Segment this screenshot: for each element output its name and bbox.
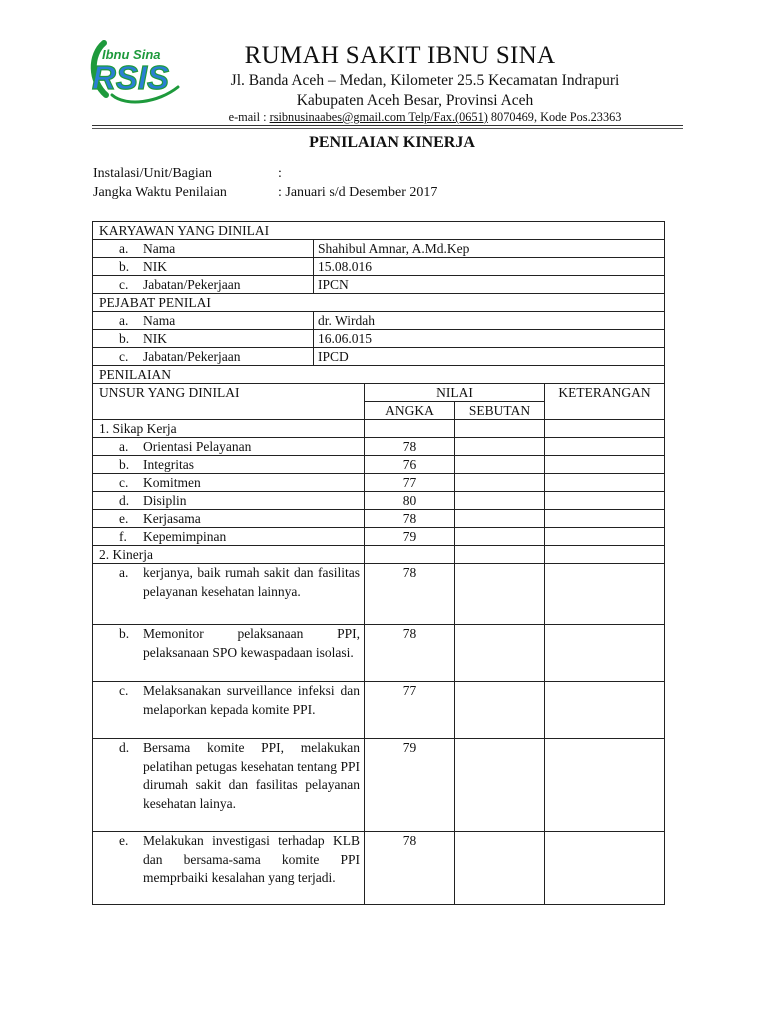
item-score: 77 (365, 474, 455, 492)
column-header-nilai: NILAI (365, 384, 545, 402)
evaluator-nik-label: b. NIK (93, 330, 314, 348)
address-line-1: Jl. Banda Aceh – Medan, Kilometer 25.5 Kecamatan Indrapuri (230, 72, 620, 89)
table-row (93, 420, 665, 438)
hospital-logo (86, 37, 188, 107)
logo-main-text: RSIS (92, 59, 170, 96)
table-row (93, 492, 665, 510)
header-divider-thin (92, 128, 683, 129)
table-row (93, 438, 665, 456)
item-label: c. Komitmen (93, 474, 365, 492)
header-divider-thick (92, 125, 683, 126)
item-score: 78 (365, 564, 455, 625)
meta-period-value: : Januari s/d Desember 2017 (278, 185, 438, 200)
meta-period-label: Jangka Waktu Penilaian (93, 185, 227, 200)
employee-position-value: IPCN (314, 276, 665, 294)
table-row (93, 739, 665, 832)
item-description: b. Memonitor pelaksanaan PPI, pelaksanaan SPO kewaspadaan isolasi. (93, 625, 365, 682)
table-header-row (93, 384, 665, 402)
table-row (93, 348, 665, 366)
item-label: e. Kerjasama (93, 510, 365, 528)
item-label: b. Integritas (93, 456, 365, 474)
column-header-angka: ANGKA (365, 402, 455, 420)
item-score: 79 (365, 739, 455, 832)
meta-period (93, 184, 437, 202)
meta-unit (93, 165, 282, 183)
employee-name-label: a. Nama (93, 240, 314, 258)
assessment-section-label: PENILAIAN (93, 366, 665, 384)
hospital-name: RUMAH SAKIT IBNU SINA (244, 42, 556, 69)
item-description: a. kerjanya, baik rumah sakit dan fasilitas pelayanan kesehatan lainnya. (93, 564, 365, 625)
item-description: d. Bersama komite PPI, melakukan pelatihan petugas kesehatan tentang PPI dirumah sakit dan fasilitas pelayanan kesehatan lainya. (93, 739, 365, 832)
employee-position-label: c. Jabatan/Pekerjaan (93, 276, 314, 294)
contact-line (190, 109, 660, 125)
item-score: 78 (365, 625, 455, 682)
table-row (93, 330, 665, 348)
table-row (93, 276, 665, 294)
table-row (93, 258, 665, 276)
address-line-2: Kabupaten Aceh Besar, Provinsi Aceh (296, 92, 534, 109)
table-row (93, 510, 665, 528)
item-score: 80 (365, 492, 455, 510)
employee-nik-value: 15.08.016 (314, 258, 665, 276)
contact-prefix: e-mail : (228, 110, 270, 124)
contact-suffix: 8070469, Kode Pos.23363 (487, 110, 622, 124)
group-sikap-kerja-label: 1. Sikap Kerja (93, 420, 365, 438)
table-row (93, 832, 665, 905)
item-description: e. Melakukan investigasi terhadap KLB dan bersama-sama komite PPI memprbaiki kesalahan yang terjadi. (93, 832, 365, 905)
item-score: 77 (365, 682, 455, 739)
employee-nik-label: b. NIK (93, 258, 314, 276)
assessment-table (92, 221, 665, 905)
item-score: 78 (365, 832, 455, 905)
table-row (93, 366, 665, 384)
column-header-sebutan: SEBUTAN (455, 402, 545, 420)
evaluator-position-label: c. Jabatan/Pekerjaan (93, 348, 314, 366)
item-score: 76 (365, 456, 455, 474)
table-row (93, 546, 665, 564)
meta-unit-value: : (278, 166, 282, 181)
column-header-unsur: UNSUR YANG DINILAI (93, 384, 365, 420)
employee-section-label: KARYAWAN YANG DINILAI (93, 222, 665, 240)
document-title: PENILAIAN KINERJA (309, 134, 475, 151)
table-row (93, 240, 665, 258)
item-description: c. Melaksanakan surveillance infeksi dan melaporkan kepada komite PPI. (93, 682, 365, 739)
table-row (93, 474, 665, 492)
item-score: 78 (365, 510, 455, 528)
employee-name-value: Shahibul Amnar, A.Md.Kep (314, 240, 665, 258)
table-row (93, 312, 665, 330)
table-row (93, 456, 665, 474)
item-label: a. Orientasi Pelayanan (93, 438, 365, 456)
logo-top-text: Ibnu Sina (102, 47, 161, 62)
evaluator-name-label: a. Nama (93, 312, 314, 330)
table-row (93, 222, 665, 240)
group-kinerja-label: 2. Kinerja (93, 546, 365, 564)
item-label: f. Kepemimpinan (93, 528, 365, 546)
table-row (93, 294, 665, 312)
evaluator-section-label: PEJABAT PENILAI (93, 294, 665, 312)
table-row (93, 682, 665, 739)
table-row (93, 564, 665, 625)
meta-unit-label: Instalasi/Unit/Bagian (93, 166, 212, 181)
table-row (93, 625, 665, 682)
evaluator-name-value: dr. Wirdah (314, 312, 665, 330)
contact-email-link[interactable]: rsibnusinaabes@gmail.com Telp/Fax.(0651) (269, 110, 488, 124)
table-row (93, 528, 665, 546)
item-label: d. Disiplin (93, 492, 365, 510)
column-header-keterangan: KETERANGAN (545, 384, 665, 420)
item-score: 78 (365, 438, 455, 456)
evaluator-nik-value: 16.06.015 (314, 330, 665, 348)
rsis-logo-graphic (86, 37, 188, 107)
evaluator-position-value: IPCD (314, 348, 665, 366)
item-score: 79 (365, 528, 455, 546)
